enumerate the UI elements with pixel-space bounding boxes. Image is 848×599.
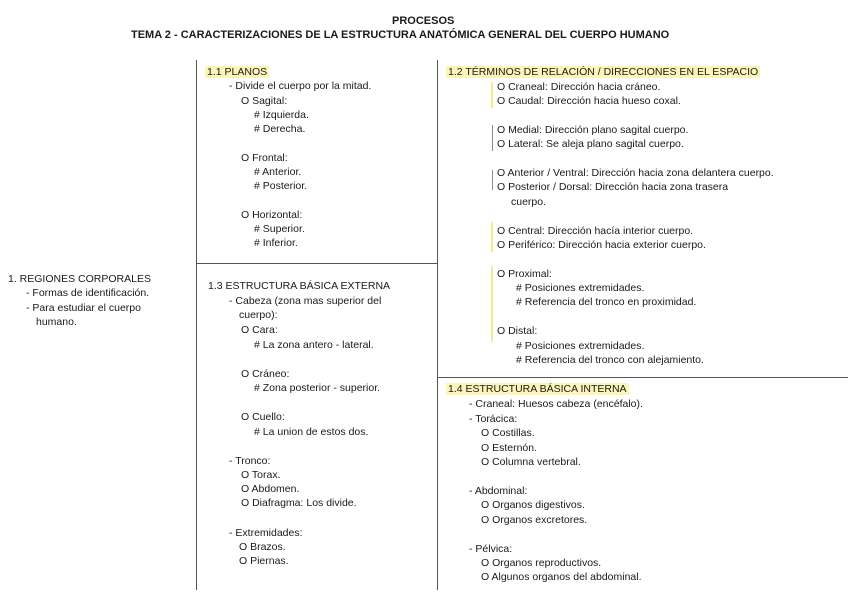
terminos-line: # Referencia del tronco con alejamiento. bbox=[516, 354, 704, 366]
externa-line: O Torax. bbox=[241, 469, 281, 481]
interna-line: O Algunos organos del abdominal. bbox=[481, 571, 642, 583]
page-subtitle: TEMA 2 - CARACTERIZACIONES DE LA ESTRUCTURA ANATÓMICA GENERAL DEL CUERPO HUMANO bbox=[131, 29, 670, 41]
divider-center-vertical bbox=[437, 60, 438, 590]
bracket-craneal-caudal bbox=[491, 82, 493, 108]
divider-left-horizontal bbox=[196, 263, 437, 264]
terminos-line: cuerpo. bbox=[511, 196, 547, 208]
planos-line: O Frontal: bbox=[241, 152, 288, 164]
regiones-line: - Formas de identificación. bbox=[26, 287, 150, 299]
terminos-line: O Posterior / Dorsal: Dirección hacia zona trasera bbox=[497, 181, 729, 193]
interna-line: O Columna vertebral. bbox=[481, 456, 581, 468]
regiones-line: - Para estudiar el cuerpo bbox=[26, 302, 141, 314]
interna-heading: 1.4 ESTRUCTURA BÁSICA INTERNA bbox=[448, 383, 627, 395]
terminos-line: # Posiciones extremidades. bbox=[516, 340, 645, 352]
planos-line: O Horizontal: bbox=[241, 209, 303, 221]
interna-line: - Pélvica: bbox=[469, 543, 513, 555]
planos-line: # Izquierda. bbox=[254, 109, 309, 121]
terminos-line: O Lateral: Se aleja plano sagital cuerpo. bbox=[497, 138, 684, 150]
interna-line: O Organos excretores. bbox=[481, 514, 588, 526]
interna-line: - Torácica: bbox=[469, 413, 518, 425]
externa-line: O Cara: bbox=[241, 324, 278, 336]
terminos-line: O Medial: Dirección plano sagital cuerpo. bbox=[497, 124, 689, 136]
externa-line: O Cráneo: bbox=[241, 368, 290, 380]
terminos-line: O Central: Dirección hacía interior cuerpo. bbox=[497, 225, 694, 237]
externa-line: O Abdomen. bbox=[241, 483, 300, 495]
terminos-line: # Posiciones extremidades. bbox=[516, 282, 645, 294]
page-title: PROCESOS bbox=[392, 15, 455, 27]
planos-line: - Divide el cuerpo por la mitad. bbox=[229, 80, 372, 92]
planos-line: # Inferior. bbox=[254, 237, 298, 249]
interna-line: O Organos reproductivos. bbox=[481, 557, 602, 569]
bracket-anterior-posterior bbox=[492, 170, 493, 190]
externa-line: # La zona antero - lateral. bbox=[254, 339, 374, 351]
terminos-line: O Periférico: Dirección hacia exterior cuerpo. bbox=[497, 239, 706, 251]
externa-heading: 1.3 ESTRUCTURA BÁSICA EXTERNA bbox=[208, 280, 391, 292]
terminos-heading: 1.2 TÉRMINOS DE RELACIÓN / DIRECCIONES EN EL ESPACIO bbox=[448, 66, 759, 78]
planos-line: O Sagital: bbox=[241, 95, 288, 107]
externa-line: # Zona posterior - superior. bbox=[254, 382, 381, 394]
interna-line: O Esternón. bbox=[481, 442, 538, 454]
terminos-line: O Craneal: Dirección hacia cráneo. bbox=[497, 81, 661, 93]
externa-line: O Cuello: bbox=[241, 411, 285, 423]
interna-line: - Craneal: Huesos cabeza (encéfalo). bbox=[469, 398, 643, 410]
bracket-proximal-distal bbox=[491, 266, 493, 342]
divider-right-horizontal bbox=[437, 377, 848, 378]
externa-line: - Cabeza (zona mas superior del bbox=[229, 295, 382, 307]
terminos-line: O Caudal: Dirección hacia hueso coxal. bbox=[497, 95, 681, 107]
regiones-heading: 1. REGIONES CORPORALES bbox=[8, 273, 151, 285]
externa-line: O Diafragma: Los divide. bbox=[241, 497, 357, 509]
terminos-line: O Proximal: bbox=[497, 268, 552, 280]
terminos-line: # Referencia del tronco en proximidad. bbox=[516, 296, 697, 308]
externa-line: O Piernas. bbox=[239, 555, 289, 567]
planos-line: # Superior. bbox=[254, 223, 305, 235]
planos-line: # Posterior. bbox=[254, 180, 308, 192]
planos-line: # Derecha. bbox=[254, 123, 306, 135]
interna-line: - Abdominal: bbox=[469, 485, 528, 497]
externa-line: cuerpo): bbox=[239, 309, 278, 321]
terminos-line: O Distal: bbox=[497, 325, 538, 337]
planos-line: # Anterior. bbox=[254, 166, 302, 178]
interna-line: O Organos digestivos. bbox=[481, 499, 585, 511]
bracket-medial-lateral bbox=[492, 125, 493, 151]
terminos-line: O Anterior / Ventral: Dirección hacia zona delantera cuerpo. bbox=[497, 167, 774, 179]
planos-heading: 1.1 PLANOS bbox=[207, 66, 268, 78]
externa-line: - Extremidades: bbox=[229, 527, 303, 539]
bracket-central-periferico bbox=[491, 222, 493, 252]
externa-line: # La union de estos dos. bbox=[254, 426, 369, 438]
divider-left-vertical bbox=[196, 60, 197, 590]
externa-line: - Tronco: bbox=[229, 455, 271, 467]
interna-line: O Costillas. bbox=[481, 427, 535, 439]
externa-line: O Brazos. bbox=[239, 541, 286, 553]
regiones-line: humano. bbox=[36, 316, 77, 328]
